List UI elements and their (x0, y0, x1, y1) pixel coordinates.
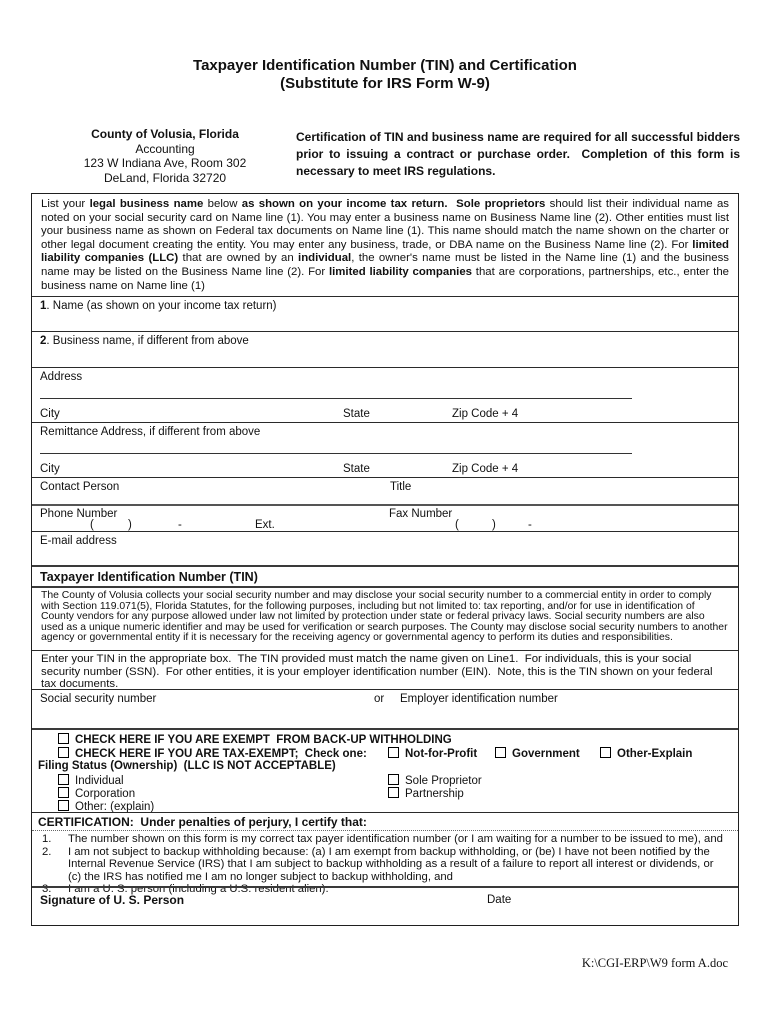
agency-address-block (55, 127, 275, 185)
sole-proprietor-checkbox[interactable] (388, 774, 399, 785)
title-label: Title (390, 481, 412, 493)
remittance-address-label: Remittance Address, if different from above (40, 426, 261, 438)
business-name-input-area[interactable] (32, 351, 738, 367)
government-checkbox[interactable] (495, 747, 506, 758)
agency-name: County of Volusia, Florida (91, 127, 239, 141)
certification-item-text: I am not subject to backup withholding because: (a) I am exempt from backup withholding, or (be) I have not been notified by the Internal Revenue Service (IRS) that I am subject to backup withholding as a result of a failure to report all interest or dividends, or (c) the IRS has notified me I am no longer subject to backup withholding, and (68, 845, 714, 883)
other-filing-checkbox[interactable] (58, 800, 69, 811)
tax-exempt-label: CHECK HERE IF YOU ARE TAX-EXEMPT; Check one: (75, 747, 367, 760)
address-city-label: City (40, 408, 60, 420)
address-state-label: State (343, 408, 370, 420)
certification-heading: CERTIFICATION: Under penalties of perjury, I certify that: (38, 815, 367, 829)
fax-paren-close: ) (492, 519, 496, 531)
individual-checkbox[interactable] (58, 774, 69, 785)
other-filing-label: Other: (explain) (75, 801, 155, 813)
certification-item-text: I am a U. S. person (including a U.S. resident alien). (68, 883, 329, 896)
remittance-zip-label: Zip Code + 4 (452, 463, 519, 475)
ssn-disclosure-text: The County of Volusia collects your social security number and may disclose your social security number to a commercial entity in order to comply with Section 119.071(5), Florida Statutes, for the following purposes, including but not limited to: tax reporting, and/or for use in identification of County vendors for any purpose allowed under law not limited by protection under state or federal privacy laws. Social security numbers are also used as a unique numeric identifier and may be used for verification or search purposes. The County may disclose social security numbers to another agency or governmental entity if it is necessary for the receiving agency or governmental agency to perform its duties and responsibilities. (41, 590, 728, 644)
filing-status-heading: Filing Status (Ownership) (LLC IS NOT ACCEPTABLE) (38, 760, 336, 772)
certification-item-number: 1. (42, 833, 52, 845)
backup-withholding-exempt-label: CHECK HERE IF YOU ARE EXEMPT FROM BACK-UP WITHHOLDING (75, 734, 452, 746)
email-field-row[interactable] (32, 531, 738, 565)
name-input-area[interactable] (32, 315, 738, 331)
address-label: Address (40, 371, 83, 383)
address-write-line[interactable] (40, 398, 632, 399)
document-title-line1: Taxpayer Identification Number (TIN) and Certification (193, 57, 577, 74)
name-field-label: 1. Name (as shown on your income tax return) (40, 300, 277, 312)
certification-header (32, 812, 738, 831)
partnership-checkbox[interactable] (388, 787, 399, 798)
contact-title-row[interactable] (32, 477, 738, 504)
phone-fax-row[interactable] (32, 504, 738, 531)
certification-item-number: 2. (42, 845, 52, 858)
phone-paren-open: ( (90, 519, 94, 531)
tin-section-heading: Taxpayer Identification Number (TIN) (40, 570, 258, 584)
certification-item-text: The number shown on this form is my correct tax payer identification number (or I am waiting for a number to be issued to me), and (68, 833, 723, 845)
file-path-footer: K:\CGI-ERP\W9 form A.doc (581, 956, 728, 970)
certification-items (32, 831, 738, 896)
remittance-city-label: City (40, 463, 60, 475)
government-label: Government (512, 747, 580, 760)
partnership-label: Partnership (405, 788, 464, 800)
instructions-paragraph: List your legal business name below as shown on your income tax return. Sole proprietors should list their individual name as noted on your social security card on Name line (1). You may enter a business name on Business Name line (2). Other entities must list your business name as shown on Federal tax documents on Name line (1). This name should match the name shown on the charter or other legal document creating the entity. You may enter any business, trade, or DBA name on the Business Name line (2). For limited liability companies (LLC) that are owned by an individual, the owner's name must be listed in the Name line (1) and the business name may be listed on the Business Name line (2). For limited liability companies that are corporations, partnerships, etc., enter the business name on Name line (1) (41, 198, 730, 292)
certification-item-number: 3. (42, 883, 52, 896)
other-explain-checkbox[interactable] (600, 747, 611, 758)
agency-department: Accounting (135, 141, 195, 156)
email-label: E-mail address (40, 535, 117, 547)
phone-dash: - (178, 519, 182, 531)
tin-entry-row[interactable] (32, 689, 738, 728)
or-label: or (374, 693, 385, 705)
agency-street: 123 W Indiana Ave, Room 302 (83, 156, 247, 170)
tin-input-area[interactable] (32, 710, 738, 728)
business-name-field-row[interactable] (32, 331, 738, 367)
ssn-label: Social security number (40, 693, 157, 705)
certification-notice: Certification of TIN and business name are required for all successful bidders prior to issuing a contract or purchase order. Completion of this form is necessary to meet IRS regulations. (296, 130, 740, 178)
certification-item (32, 846, 738, 884)
phone-paren-close: ) (128, 519, 132, 531)
tax-exempt-checkbox[interactable] (58, 747, 69, 758)
fax-paren-open: ( (455, 519, 459, 531)
other-explain-label: Other-Explain (617, 747, 693, 760)
remittance-address-field-row[interactable] (32, 422, 738, 477)
document-title-line2: (Substitute for IRS Form W-9) (280, 75, 490, 92)
fax-number-label: Fax Number (389, 508, 453, 520)
fax-dash: - (528, 519, 532, 531)
contact-person-label: Contact Person (40, 481, 120, 493)
ein-label: Employer identification number (400, 693, 558, 705)
agency-city: DeLand, Florida 32720 (103, 170, 227, 185)
corporation-label: Corporation (75, 788, 136, 800)
not-for-profit-label: Not-for-Profit (405, 747, 478, 760)
address-field-row[interactable] (32, 367, 738, 422)
signature-label: Signature of U. S. Person (40, 893, 185, 907)
corporation-checkbox[interactable] (58, 787, 69, 798)
signature-input-area[interactable] (32, 907, 738, 925)
certification-item (32, 833, 738, 846)
name-field-row[interactable] (32, 296, 738, 331)
sole-proprietor-label: Sole Proprietor (405, 774, 482, 787)
signature-date-row[interactable] (32, 886, 738, 925)
phone-ext-label: Ext. (255, 519, 275, 531)
tin-instructions-text: Enter your TIN in the appropriate box. The TIN provided must match the name given on Line1. For individuals, this is your social security number (SSN). For other entities, it is your employer identification number (EIN). Note, this is the TIN shown on your federal tax documents. (32, 650, 738, 689)
withholding-checkbox-section (32, 728, 738, 812)
not-for-profit-checkbox[interactable] (388, 747, 399, 758)
remittance-state-label: State (343, 463, 370, 475)
address-zip-label: Zip Code + 4 (452, 408, 519, 420)
individual-label: Individual (75, 774, 124, 787)
tin-section-header (32, 565, 738, 588)
backup-withholding-exempt-checkbox[interactable] (58, 733, 69, 744)
remittance-write-line[interactable] (40, 453, 632, 454)
document-title (0, 57, 770, 93)
w9-form-table (31, 193, 739, 926)
phone-number-label: Phone Number (40, 508, 118, 520)
date-label: Date (487, 894, 512, 906)
business-name-field-label: 2. Business name, if different from above (40, 335, 249, 347)
